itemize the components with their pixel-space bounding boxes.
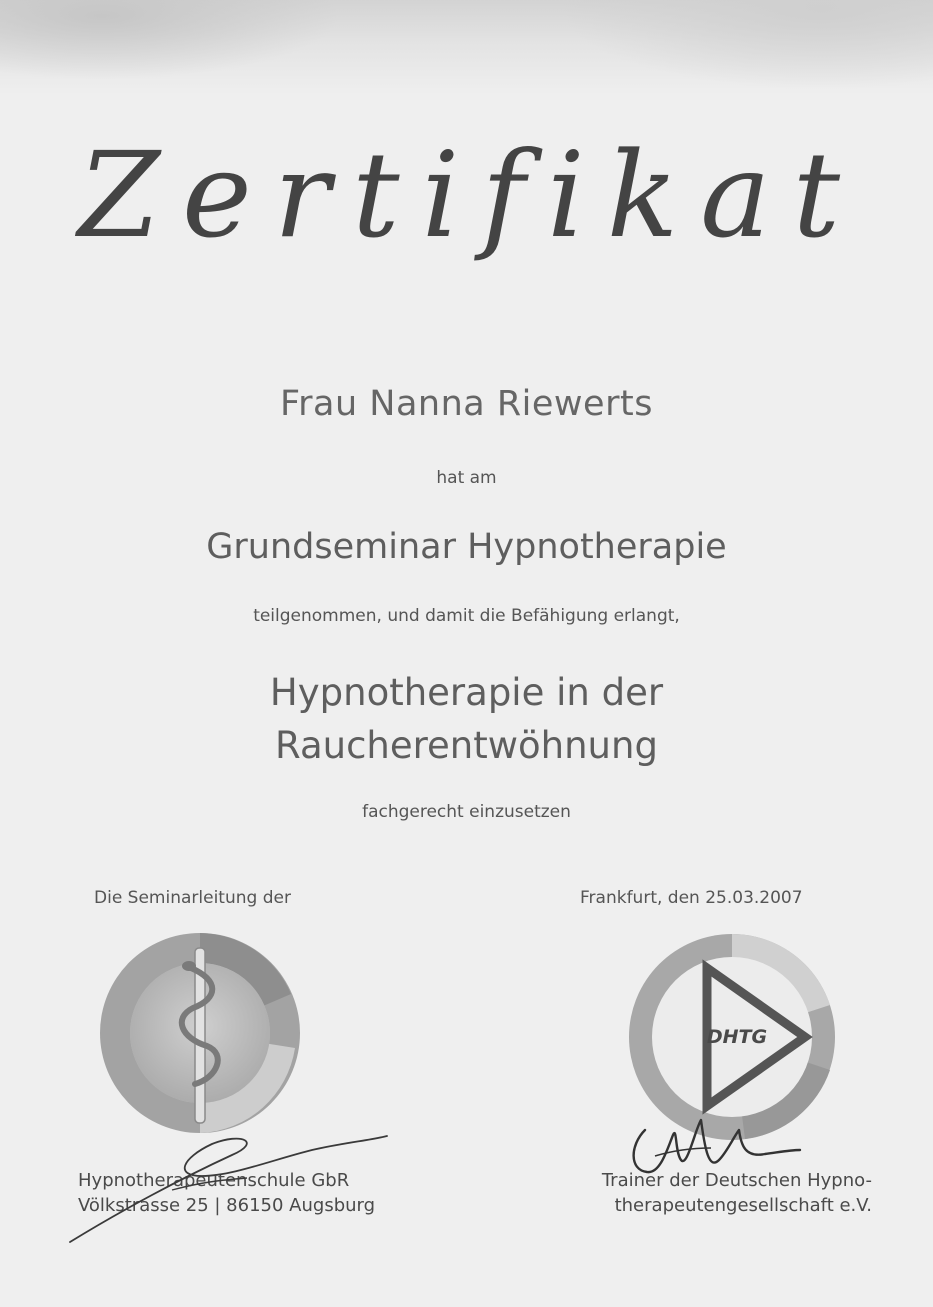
aesculapian-staff-seal-icon	[95, 928, 305, 1138]
ability-line-2: Raucherentwöhnung	[275, 724, 658, 767]
text-apply: fachgerecht einzusetzen	[362, 802, 571, 822]
trainer-line-1: Trainer der Deutschen Hypno-	[601, 1170, 872, 1191]
recipient-name: Frau Nanna Riewerts	[280, 384, 653, 424]
text-hat-am: hat am	[436, 468, 497, 488]
place-date: Frankfurt, den 25.03.2007	[580, 888, 803, 908]
trainer-line-2: therapeutengesellschaft e.V.	[614, 1195, 872, 1216]
seminar-leadership-heading: Die Seminarleitung der	[94, 888, 291, 908]
school-name: Hypnotherapeutenschule GbR	[78, 1170, 350, 1191]
text-participated: teilgenommen, und damit die Befähigung erlangt,	[253, 606, 680, 626]
course-name: Grundseminar Hypnotherapie	[206, 527, 727, 567]
school-address-block	[78, 1168, 375, 1218]
trainer-block	[560, 1168, 872, 1218]
ability-line-1: Hypnotherapie in der	[269, 671, 664, 714]
svg-text:Zertifikat: Zertifikat	[77, 126, 863, 264]
scan-shadow	[0, 0, 933, 95]
certificate-title	[70, 118, 870, 293]
play-triangle-seal-icon	[625, 930, 840, 1145]
ability-title	[0, 666, 933, 772]
svg-text:DHTG: DHTG	[706, 1026, 768, 1048]
school-address: Völkstrasse 25 | 86150 Augsburg	[78, 1195, 376, 1216]
